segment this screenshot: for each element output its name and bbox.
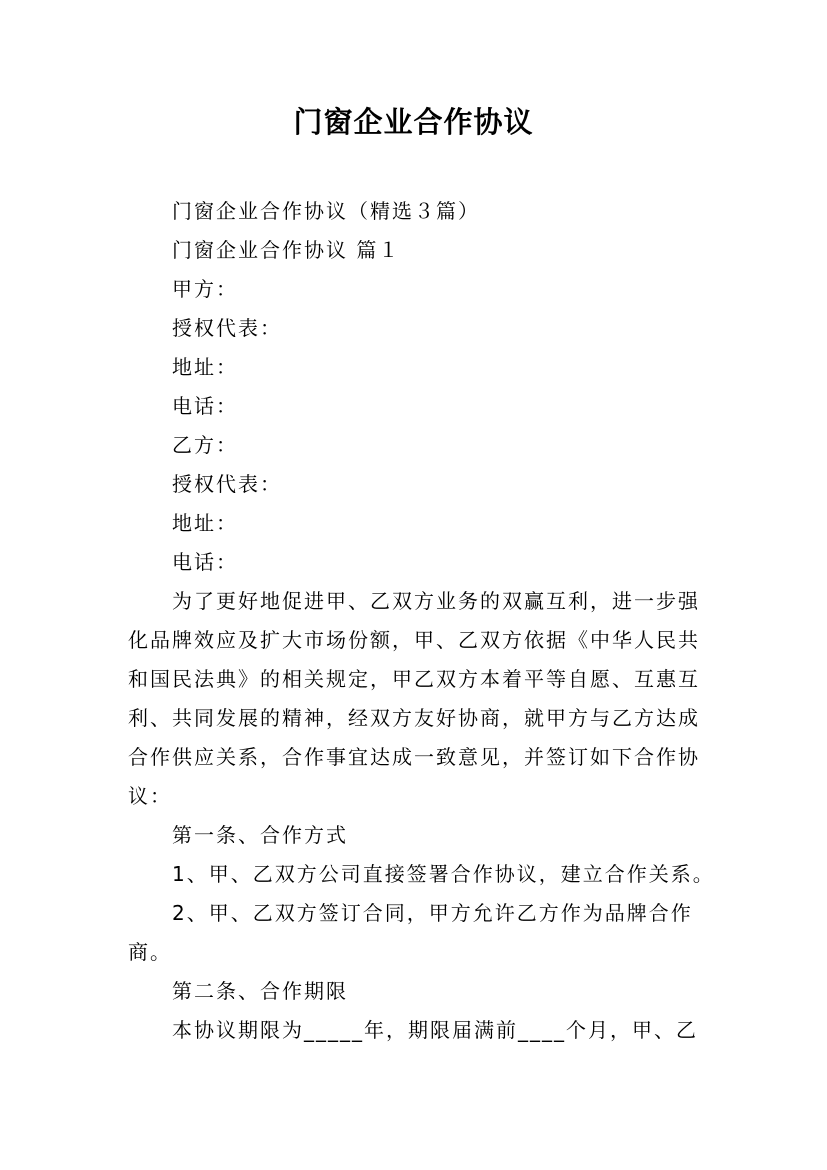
paragraph-line: 本协议期限为_____年，期限届满前____个月，甲、乙 [172,1018,698,1042]
paragraph-line: 和国民法典》的相关规定，甲乙双方本着平等自愿、互惠互 [128,667,700,691]
document-body [128,192,718,1050]
paragraph-line: 议： [128,784,172,808]
paragraph-line: 合作供应关系，合作事宜达成一致意见，并签订如下合作协 [128,745,700,769]
paragraph-line: 电话： [172,550,238,574]
document-title: 门窗企业合作协议 [293,105,534,139]
paragraph-line: 地址： [172,511,238,535]
paragraph-line: 地址： [172,355,238,379]
paragraph-line: 授权代表： [172,472,282,496]
paragraph-line: 甲方： [172,277,238,301]
section-heading: 第一条、合作方式 [172,823,348,847]
paragraph-line: 2、甲、乙双方签订合同，甲方允许乙方作为品牌合作 [172,901,693,925]
paragraph-line: 化品牌效应及扩大市场份额，甲、乙双方依据《中华人民共 [128,628,700,652]
paragraph-line: 授权代表： [172,316,282,340]
paragraph-line: 乙方： [172,433,238,457]
paragraph-line: 门窗企业合作协议 篇１ [172,238,401,262]
paragraph-line: 1、甲、乙双方公司直接签署合作协议，建立合作关系。 [172,862,715,886]
paragraph-line: 利、共同发展的精神，经双方友好协商，就甲方与乙方达成 [128,706,700,730]
paragraph-line: 门窗企业合作协议（精选３篇） [172,199,480,223]
paragraph-line: 电话： [172,394,238,418]
section-heading: 第二条、合作期限 [172,979,348,1003]
paragraph-line: 商。 [128,940,172,964]
paragraph-line: 为了更好地促进甲、乙双方业务的双赢互利，进一步强 [172,589,700,613]
